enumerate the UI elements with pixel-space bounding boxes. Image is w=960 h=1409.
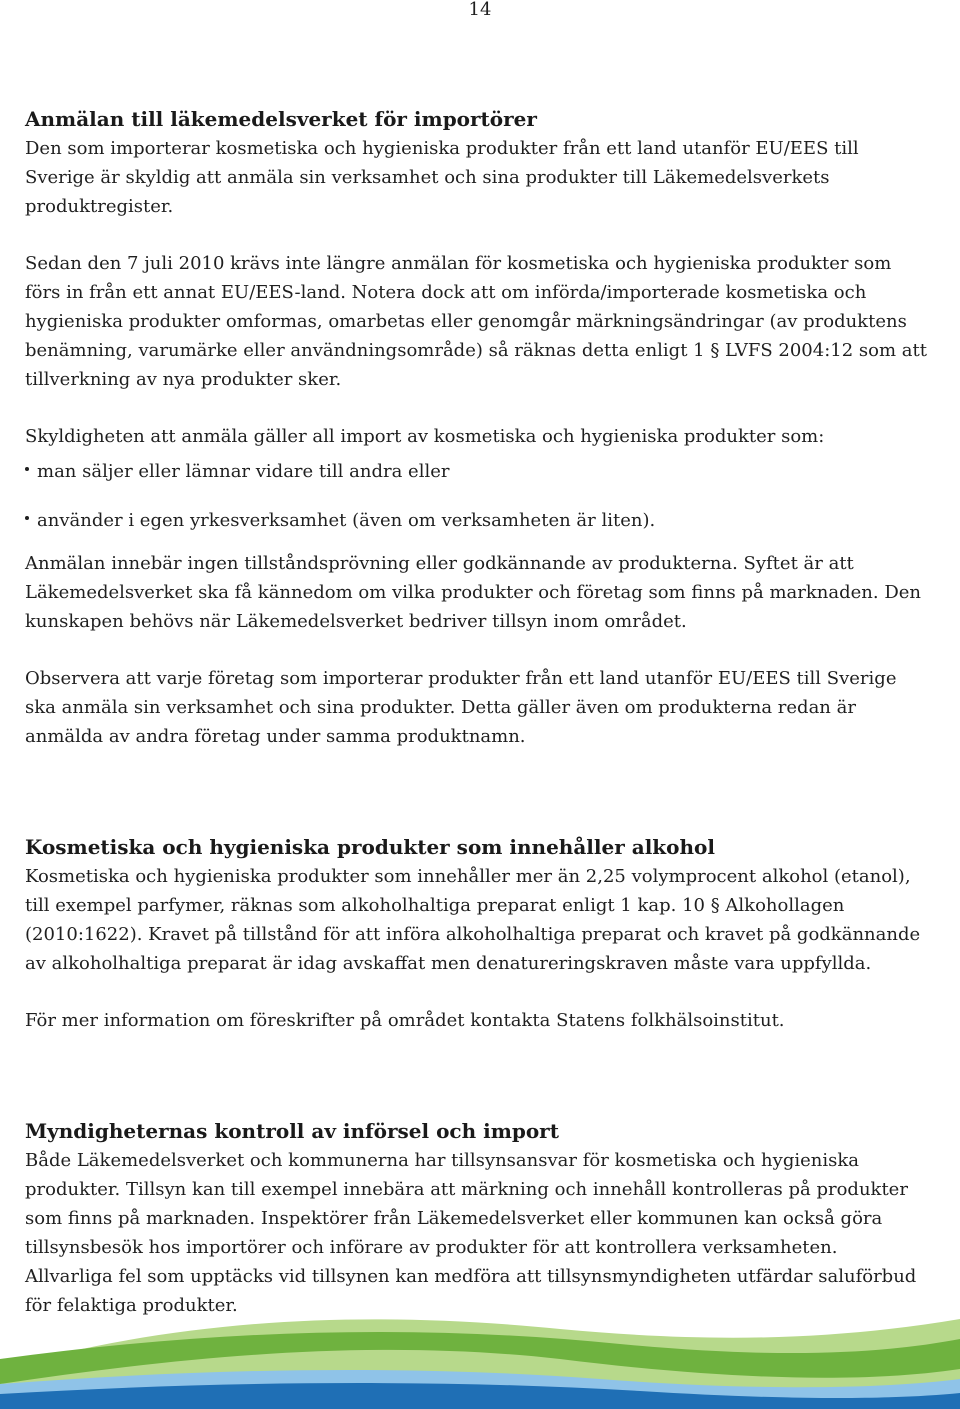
paragraph: Skyldigheten att anmäla gäller all import av kosmetiska och hygieniska produkter som: <box>25 426 825 447</box>
page-number: 14 <box>468 0 492 20</box>
list-item: använder i egen yrkesverksamhet (även om verksamheten är liten). <box>25 506 930 535</box>
paragraph: Kosmetiska och hygieniska produkter som innehåller mer än 2,25 volymprocent alkohol (etanol), till exempel parfymer, räknas som alkoholhaltiga preparat enligt 1 kap. 10 § Alkohollagen (2010:1622). Kravet på tillstånd för att införa alkoholhaltiga preparat och kravet på godkännande av alkoholhaltiga preparat är idag avskaffat men denatureringskraven måste vara uppfyllda. <box>25 866 921 974</box>
paragraph: Observera att varje företag som importerar produkter från ett land utanför EU/EES till Sverige ska anmäla sin verksamhet och sina produkter. Detta gäller även om produkterna redan är anmälda av andra företag under samma produktnamn. <box>25 668 897 747</box>
paragraph: Den som importerar kosmetiska och hygieniska produkter från ett land utanför EU/EES till Sverige är skyldig att anmäla sin verksamhet och sina produkter till Läkemedelsverkets produktregister. <box>25 138 859 217</box>
section-import <box>25 105 930 751</box>
document-body <box>25 105 930 1320</box>
bullet-list <box>25 457 930 535</box>
section-control <box>25 1117 930 1320</box>
section-heading: Myndigheternas kontroll av införsel och import <box>25 1119 559 1143</box>
paragraph: Anmälan innebär ingen tillståndsprövning eller godkännande av produkterna. Syftet är att Läkemedelsverket ska få kännedom om vilka produkter och företag som finns på marknaden. Den kunskapen behövs när Läkemedelsverket bedriver tillsyn inom området. <box>25 553 921 632</box>
paragraph: Både Läkemedelsverket och kommunerna har tillsynsansvar för kosmetiska och hygieniska produkter. Tillsyn kan till exempel innebära att märkning och innehåll kontrolleras på produkter som finns på marknaden. Inspektörer från Läkemedelsverket eller kommunen kan också göra tillsynsbesök hos importörer och införare av produkter för att kontrollera verksamheten. Allvarliga fel som upptäcks vid tillsynen kan medföra att tillsynsmyndigheten utfärdar saluförbud för felaktiga produkter. <box>25 1150 917 1316</box>
section-heading: Anmälan till läkemedelsverket för importörer <box>25 107 537 131</box>
paragraph: För mer information om föreskrifter på området kontakta Statens folkhälsoinstitut. <box>25 1010 785 1031</box>
paragraph: Sedan den 7 juli 2010 krävs inte längre anmälan för kosmetiska och hygieniska produkter som förs in från ett annat EU/EES-land. Notera dock att om införda/importerade kosmetiska och hygieniska produkter omformas, omarbetas eller genomgår märkningsändringar (av produktens benämning, varumärke eller användningsområde) så räknas detta enligt 1 § LVFS 2004:12 som att tillverkning av nya produkter sker. <box>25 253 927 390</box>
list-item: man säljer eller lämnar vidare till andra eller <box>25 457 930 486</box>
section-heading: Kosmetiska och hygieniska produkter som innehåller alkohol <box>25 835 715 859</box>
decorative-wave-footer <box>0 1299 960 1409</box>
section-alcohol <box>25 833 930 1035</box>
